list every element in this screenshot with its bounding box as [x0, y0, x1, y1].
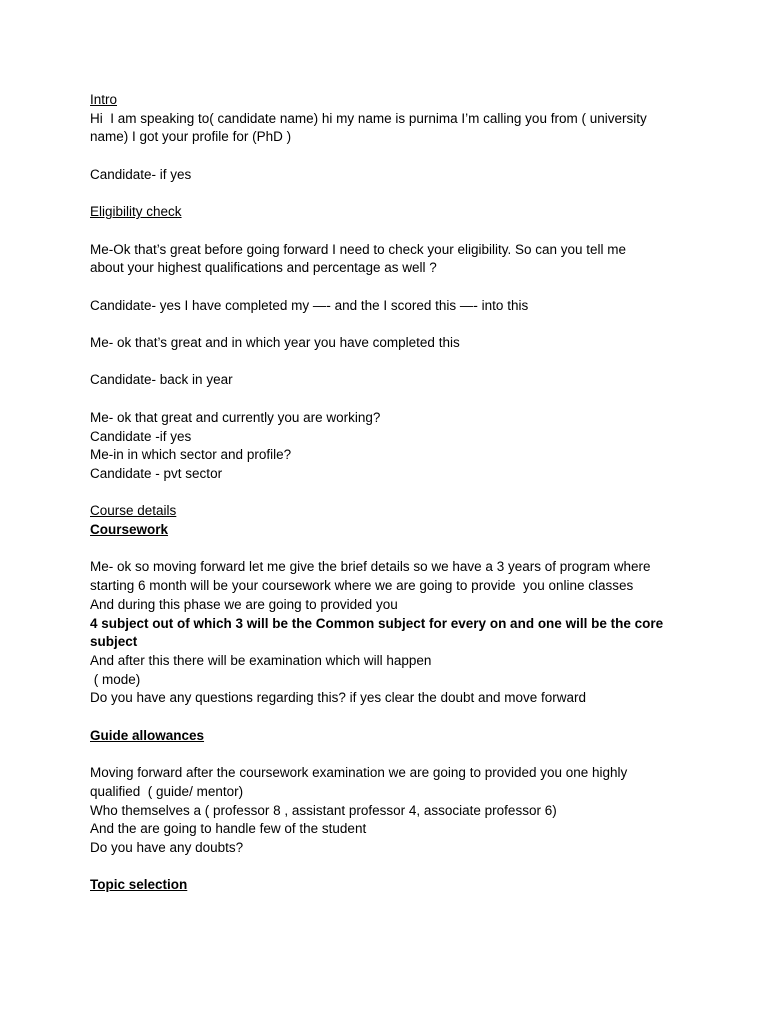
eligibility-candidate-3: Candidate -if yes — [90, 428, 192, 444]
eligibility-heading: Eligibility check — [90, 204, 182, 220]
intro-heading: Intro — [90, 92, 118, 107]
course-p1-line-1: Me- ok so moving forward let me give the brief details so we have a 3 years of program where — [90, 559, 651, 575]
eligibility-candidate-1: Candidate- yes I have completed my —- and the I scored this —- into this — [90, 297, 529, 313]
guide-line-2: qualified ( guide/ mentor) — [90, 783, 244, 799]
spacer — [90, 745, 700, 764]
eligibility-candidate-2: Candidate- back in year — [90, 372, 233, 388]
eligibility-me-2: Me- ok that’s great and in which year you have completed this — [90, 335, 460, 351]
course-bold-line-1: 4 subject out of which 3 will be the Common subject for every on and one will be the core — [90, 615, 664, 631]
spacer — [90, 147, 700, 166]
spacer — [90, 185, 700, 204]
spacer — [90, 484, 700, 503]
eligibility-me-4: Me-in in which sector and profile? — [90, 447, 292, 463]
guide-allowances-heading: Guide allowances — [90, 727, 205, 743]
intro-candidate-line: Candidate- if yes — [90, 166, 192, 182]
document-page — [90, 91, 700, 895]
eligibility-me-1-line-2: about your highest qualifications and percentage as well ? — [90, 260, 437, 276]
spacer — [90, 540, 700, 559]
course-p2-line-3: Do you have any questions regarding this? if yes clear the doubt and move forward — [90, 690, 587, 706]
coursework-subheading: Coursework — [90, 522, 169, 538]
spacer — [90, 708, 700, 727]
spacer — [90, 353, 700, 372]
guide-line-3: Who themselves a ( professor 8 , assistant professor 4, associate professor 6) — [90, 802, 557, 818]
eligibility-candidate-4: Candidate - pvt sector — [90, 465, 223, 481]
course-details-heading: Course details — [90, 503, 177, 519]
spacer — [90, 278, 700, 297]
intro-line-2: name) I got your profile for (PhD ) — [90, 129, 292, 145]
eligibility-me-3: Me- ok that great and currently you are working? — [90, 409, 381, 425]
intro-line-1: Hi I am speaking to( candidate name) hi my name is purnima I’m calling you from ( university — [90, 110, 647, 126]
course-p2-line-1: And after this there will be examination which will happen — [90, 652, 432, 668]
course-p1-line-2: starting 6 month will be your coursework where we are going to provide you online classes — [90, 578, 634, 594]
course-p2-line-2: ( mode) — [90, 671, 141, 687]
guide-line-1: Moving forward after the coursework examination we are going to provided you one highly — [90, 765, 628, 781]
course-bold-line-2: subject — [90, 634, 138, 650]
eligibility-me-1-line-1: Me-Ok that’s great before going forward I need to check your eligibility. So can you tell me — [90, 241, 627, 257]
guide-line-4: And the are going to handle few of the student — [90, 821, 367, 837]
spacer — [90, 390, 700, 409]
course-p1-line-3: And during this phase we are going to provided you — [90, 596, 398, 612]
guide-line-5: Do you have any doubts? — [90, 839, 244, 855]
topic-selection-heading: Topic selection — [90, 877, 188, 893]
spacer — [90, 858, 700, 877]
spacer — [90, 315, 700, 334]
spacer — [90, 222, 700, 241]
